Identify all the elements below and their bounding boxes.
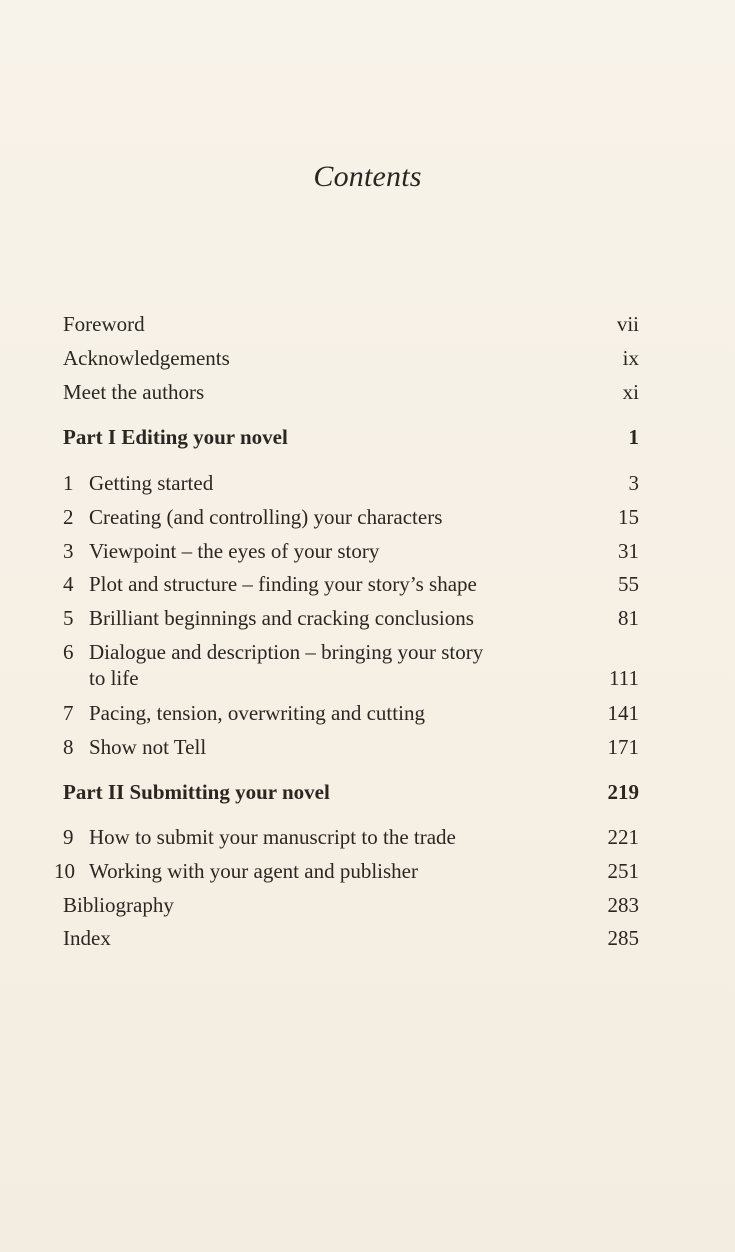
chapter-page: 3 [628, 471, 639, 495]
chapter-number: 1 [63, 471, 74, 495]
chapter-title: Brilliant beginnings and cracking conclusions [89, 606, 474, 630]
chapter-number: 6 [63, 640, 74, 664]
chapter-number: 7 [63, 701, 74, 725]
entry-label: Acknowledgements [63, 346, 230, 370]
chapter-page: 15 [618, 505, 639, 529]
entry-page: 283 [607, 893, 639, 917]
toc-chapter-3 [63, 538, 639, 564]
chapter-title: Working with your agent and publisher [89, 859, 418, 883]
chapter-page: 55 [618, 572, 639, 596]
chapter-title: Pacing, tension, overwriting and cutting [89, 701, 425, 725]
part-page: 1 [628, 425, 639, 449]
entry-label: Foreword [63, 312, 145, 336]
chapter-page: 141 [607, 701, 639, 725]
toc-part-1 [63, 424, 639, 450]
chapter-page: 111 [609, 666, 639, 690]
toc-entry-foreword [63, 311, 639, 337]
toc-chapter-6 [63, 639, 639, 691]
toc-entry-index [63, 925, 639, 951]
toc-chapter-1 [63, 470, 639, 496]
chapter-number: 9 [63, 825, 74, 849]
chapter-title: Plot and structure – finding your story’s shape [89, 572, 477, 596]
toc-entry-bibliography [63, 892, 639, 918]
chapter-number: 2 [63, 505, 74, 529]
page-title: Contents [313, 160, 422, 193]
chapter-title: Show not Tell [89, 735, 207, 759]
chapter-page: 31 [618, 539, 639, 563]
toc-entry-meet-the-authors [63, 379, 639, 405]
chapter-page: 221 [607, 825, 639, 849]
chapter-title: Dialogue and description – bringing your story [89, 640, 484, 664]
chapter-number: 3 [63, 539, 74, 563]
chapter-number: 4 [63, 572, 74, 596]
chapter-page: 81 [618, 606, 639, 630]
chapter-page: 171 [607, 735, 639, 759]
toc-chapter-4 [63, 571, 639, 597]
chapter-title-continued: to life [89, 666, 139, 690]
entry-page: vii [616, 312, 639, 336]
toc-chapter-2 [63, 504, 639, 530]
part-title: Part I Editing your novel [63, 425, 288, 449]
chapter-title: How to submit your manuscript to the trade [89, 825, 456, 849]
entry-page: ix [622, 346, 639, 370]
toc-chapter-8 [63, 734, 639, 760]
chapter-title: Creating (and controlling) your characters [89, 505, 443, 529]
chapter-page: 251 [607, 859, 639, 883]
entry-label: Bibliography [63, 893, 174, 917]
toc-part-2 [63, 779, 639, 805]
entry-page: 285 [607, 926, 639, 950]
chapter-title: Getting started [89, 471, 214, 495]
chapter-number: 5 [63, 606, 74, 630]
chapter-title: Viewpoint – the eyes of your story [89, 539, 380, 563]
part-title: Part II Submitting your novel [63, 780, 330, 804]
chapter-number: 10 [54, 859, 75, 883]
entry-label: Index [63, 926, 111, 950]
part-page: 219 [607, 780, 639, 804]
toc-chapter-7 [63, 700, 639, 726]
toc-entry-acknowledgements [63, 345, 639, 371]
toc-chapter-5 [63, 605, 639, 631]
toc-chapter-9 [63, 824, 639, 850]
entry-page: xi [622, 380, 639, 404]
entry-label: Meet the authors [63, 380, 205, 404]
toc-chapter-10 [54, 858, 639, 884]
chapter-number: 8 [63, 735, 74, 759]
